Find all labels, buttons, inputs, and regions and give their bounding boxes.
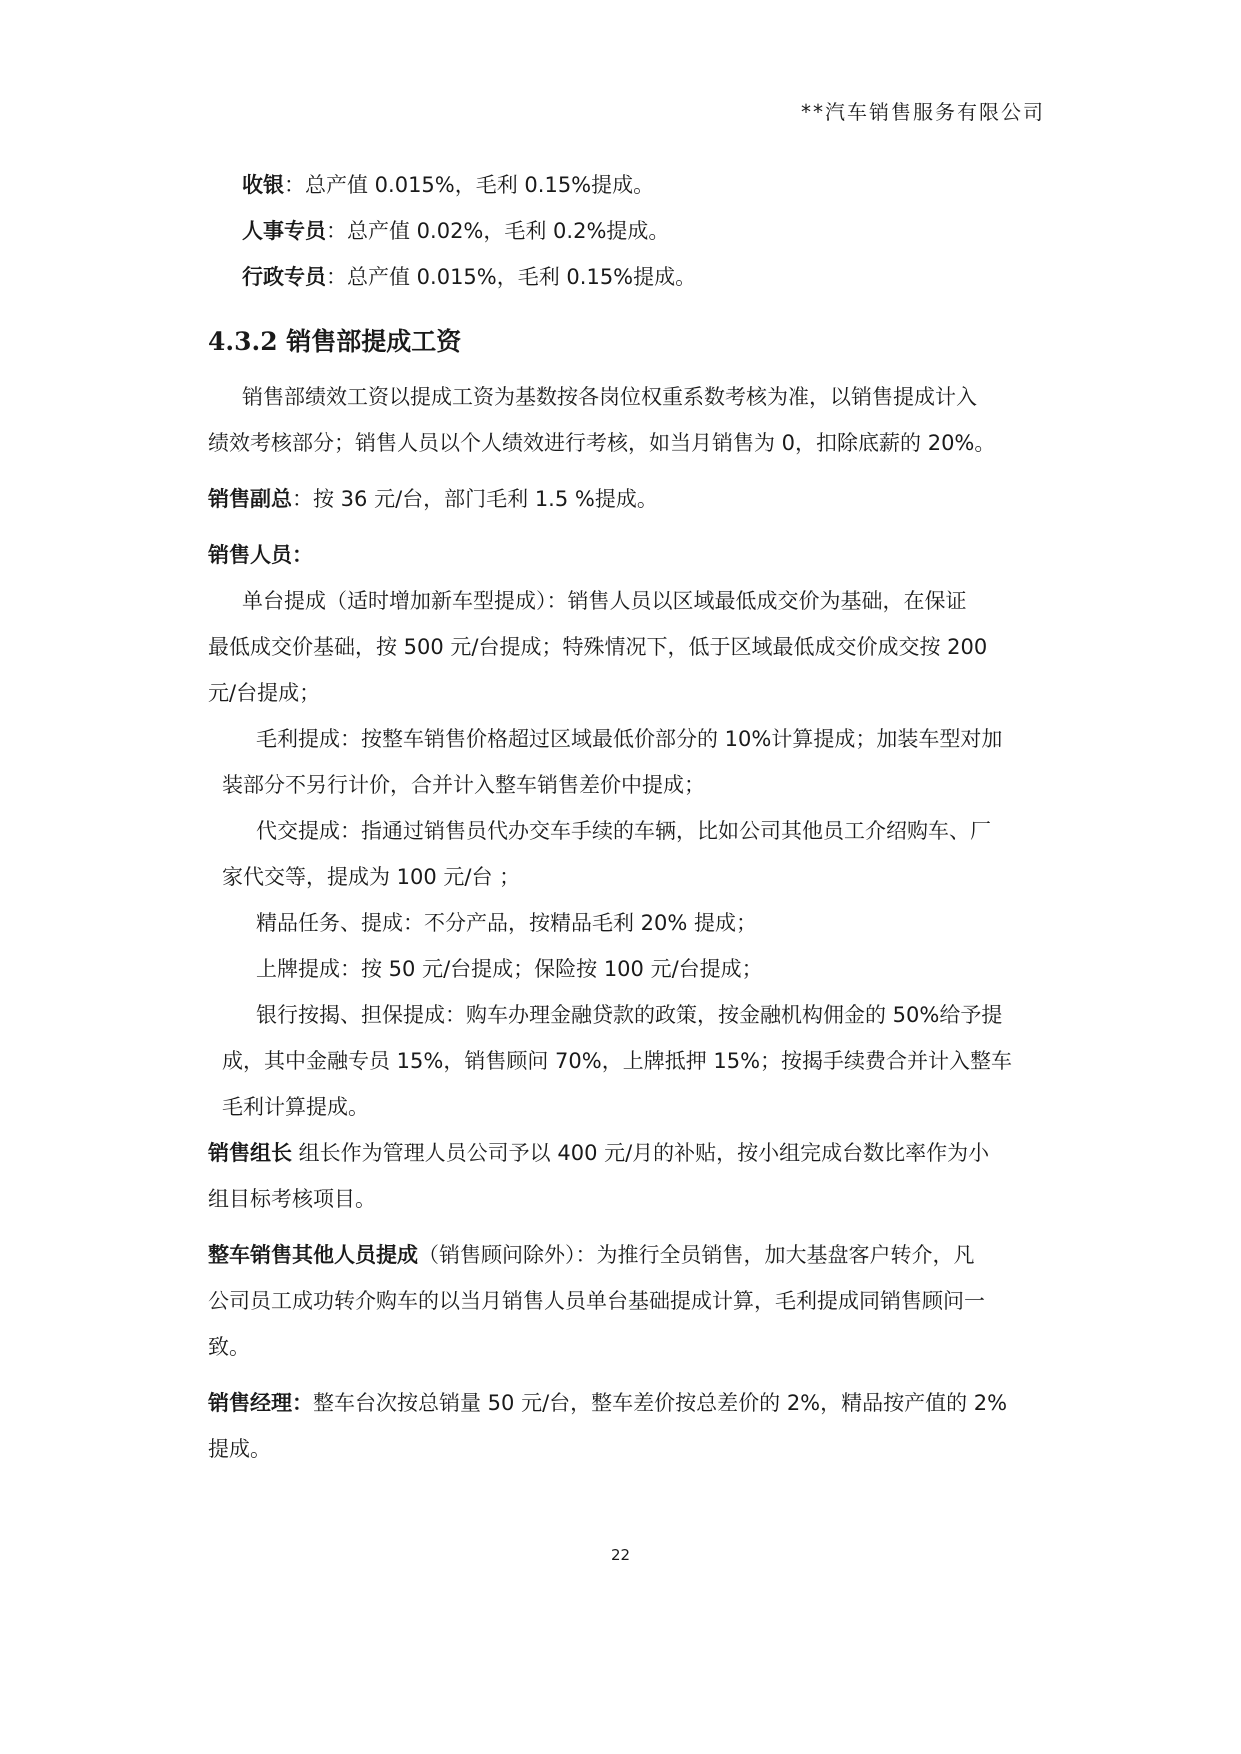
page-number: 22 [610, 1546, 631, 1564]
item-hr-specialist [208, 208, 1048, 254]
item-label: 收银 [242, 173, 284, 197]
bank-line: 毛利计算提成。 [222, 1095, 369, 1119]
manager-text: 整车台次按总销量 50 元/台，整车差价按总差价的 2%，精品按产值的 2% [313, 1391, 1008, 1415]
sales-staff-label: 销售人员： [208, 543, 313, 567]
other-staff-text: （销售顾问除外）：为推行全员销售，加大基盘客户转介，凡 [418, 1243, 975, 1267]
item-text: ：总产值 0.015%，毛利 0.15%提成。 [284, 173, 655, 197]
unit-commission-line: 最低成交价基础，按 500 元/台提成；特殊情况下，低于区域最低成交价成交按 200 [208, 635, 988, 659]
other-staff-paragraph [208, 1232, 1048, 1278]
intro-line: 销售部绩效工资以提成工资为基数按各岗位权重系数考核为准，以销售提成计入 [242, 385, 977, 409]
item-cashier [208, 162, 1048, 208]
page-header-company: **汽车销售服务有限公司 [801, 100, 1045, 124]
section-heading: 4.3.2 销售部提成工资 [208, 327, 462, 356]
other-staff-label: 整车销售其他人员提成 [208, 1243, 418, 1267]
bank-line: 成，其中金融专员 15%，销售顾问 70%，上牌抵押 15%；按揭手续费合并计入整车 [222, 1049, 1013, 1073]
manager-line: 提成。 [208, 1437, 271, 1461]
team-leader-paragraph [208, 1130, 1048, 1176]
team-leader-line: 组目标考核项目。 [208, 1187, 376, 1211]
intro-line: 绩效考核部分；销售人员以个人绩效进行考核，如当月销售为 0，扣除底薪的 20%。 [208, 431, 996, 455]
team-leader-text: 组长作为管理人员公司予以 400 元/月的补贴，按小组完成台数比率作为小 [292, 1141, 990, 1165]
item-label: 人事专员 [242, 219, 326, 243]
item-text: ：总产值 0.02%，毛利 0.2%提成。 [326, 219, 670, 243]
license-line: 上牌提成：按 50 元/台提成；保险按 100 元/台提成； [256, 957, 763, 981]
vp-label: 销售副总 [208, 487, 292, 511]
document-body [208, 162, 1048, 1472]
bank-line: 银行按揭、担保提成：购车办理金融贷款的政策，按金融机构佣金的 50%给予提 [256, 1003, 1003, 1027]
unit-commission-line: 单台提成（适时增加新车型提成）：销售人员以区域最低成交价为基础，在保证 [242, 589, 967, 613]
vp-text: ：按 36 元/台，部门毛利 1.5 %提成。 [292, 487, 658, 511]
other-staff-line: 公司员工成功转介购车的以当月销售人员单台基础提成计算，毛利提成同销售顾问一 [208, 1289, 985, 1313]
manager-label: 销售经理： [208, 1391, 313, 1415]
proxy-delivery-line: 代交提成：指通过销售员代办交车手续的车辆，比如公司其他员工介绍购车、厂 [256, 819, 991, 843]
premium-line: 精品任务、提成：不分产品，按精品毛利 20% 提成； [256, 911, 758, 935]
unit-commission-line: 元/台提成； [208, 681, 321, 705]
manager-paragraph [208, 1380, 1048, 1426]
item-label: 行政专员 [242, 265, 326, 289]
other-staff-line: 致。 [208, 1335, 250, 1359]
gross-profit-line: 装部分不另行计价，合并计入整车销售差价中提成； [222, 773, 705, 797]
item-admin-specialist [208, 254, 1048, 300]
proxy-delivery-line: 家代交等，提成为 100 元/台 ； [222, 865, 521, 889]
item-text: ：总产值 0.015%，毛利 0.15%提成。 [326, 265, 697, 289]
gross-profit-line: 毛利提成：按整车销售价格超过区域最低价部分的 10%计算提成；加装车型对加 [256, 727, 1003, 751]
team-leader-label: 销售组长 [208, 1141, 292, 1165]
vp-paragraph [208, 476, 1048, 522]
